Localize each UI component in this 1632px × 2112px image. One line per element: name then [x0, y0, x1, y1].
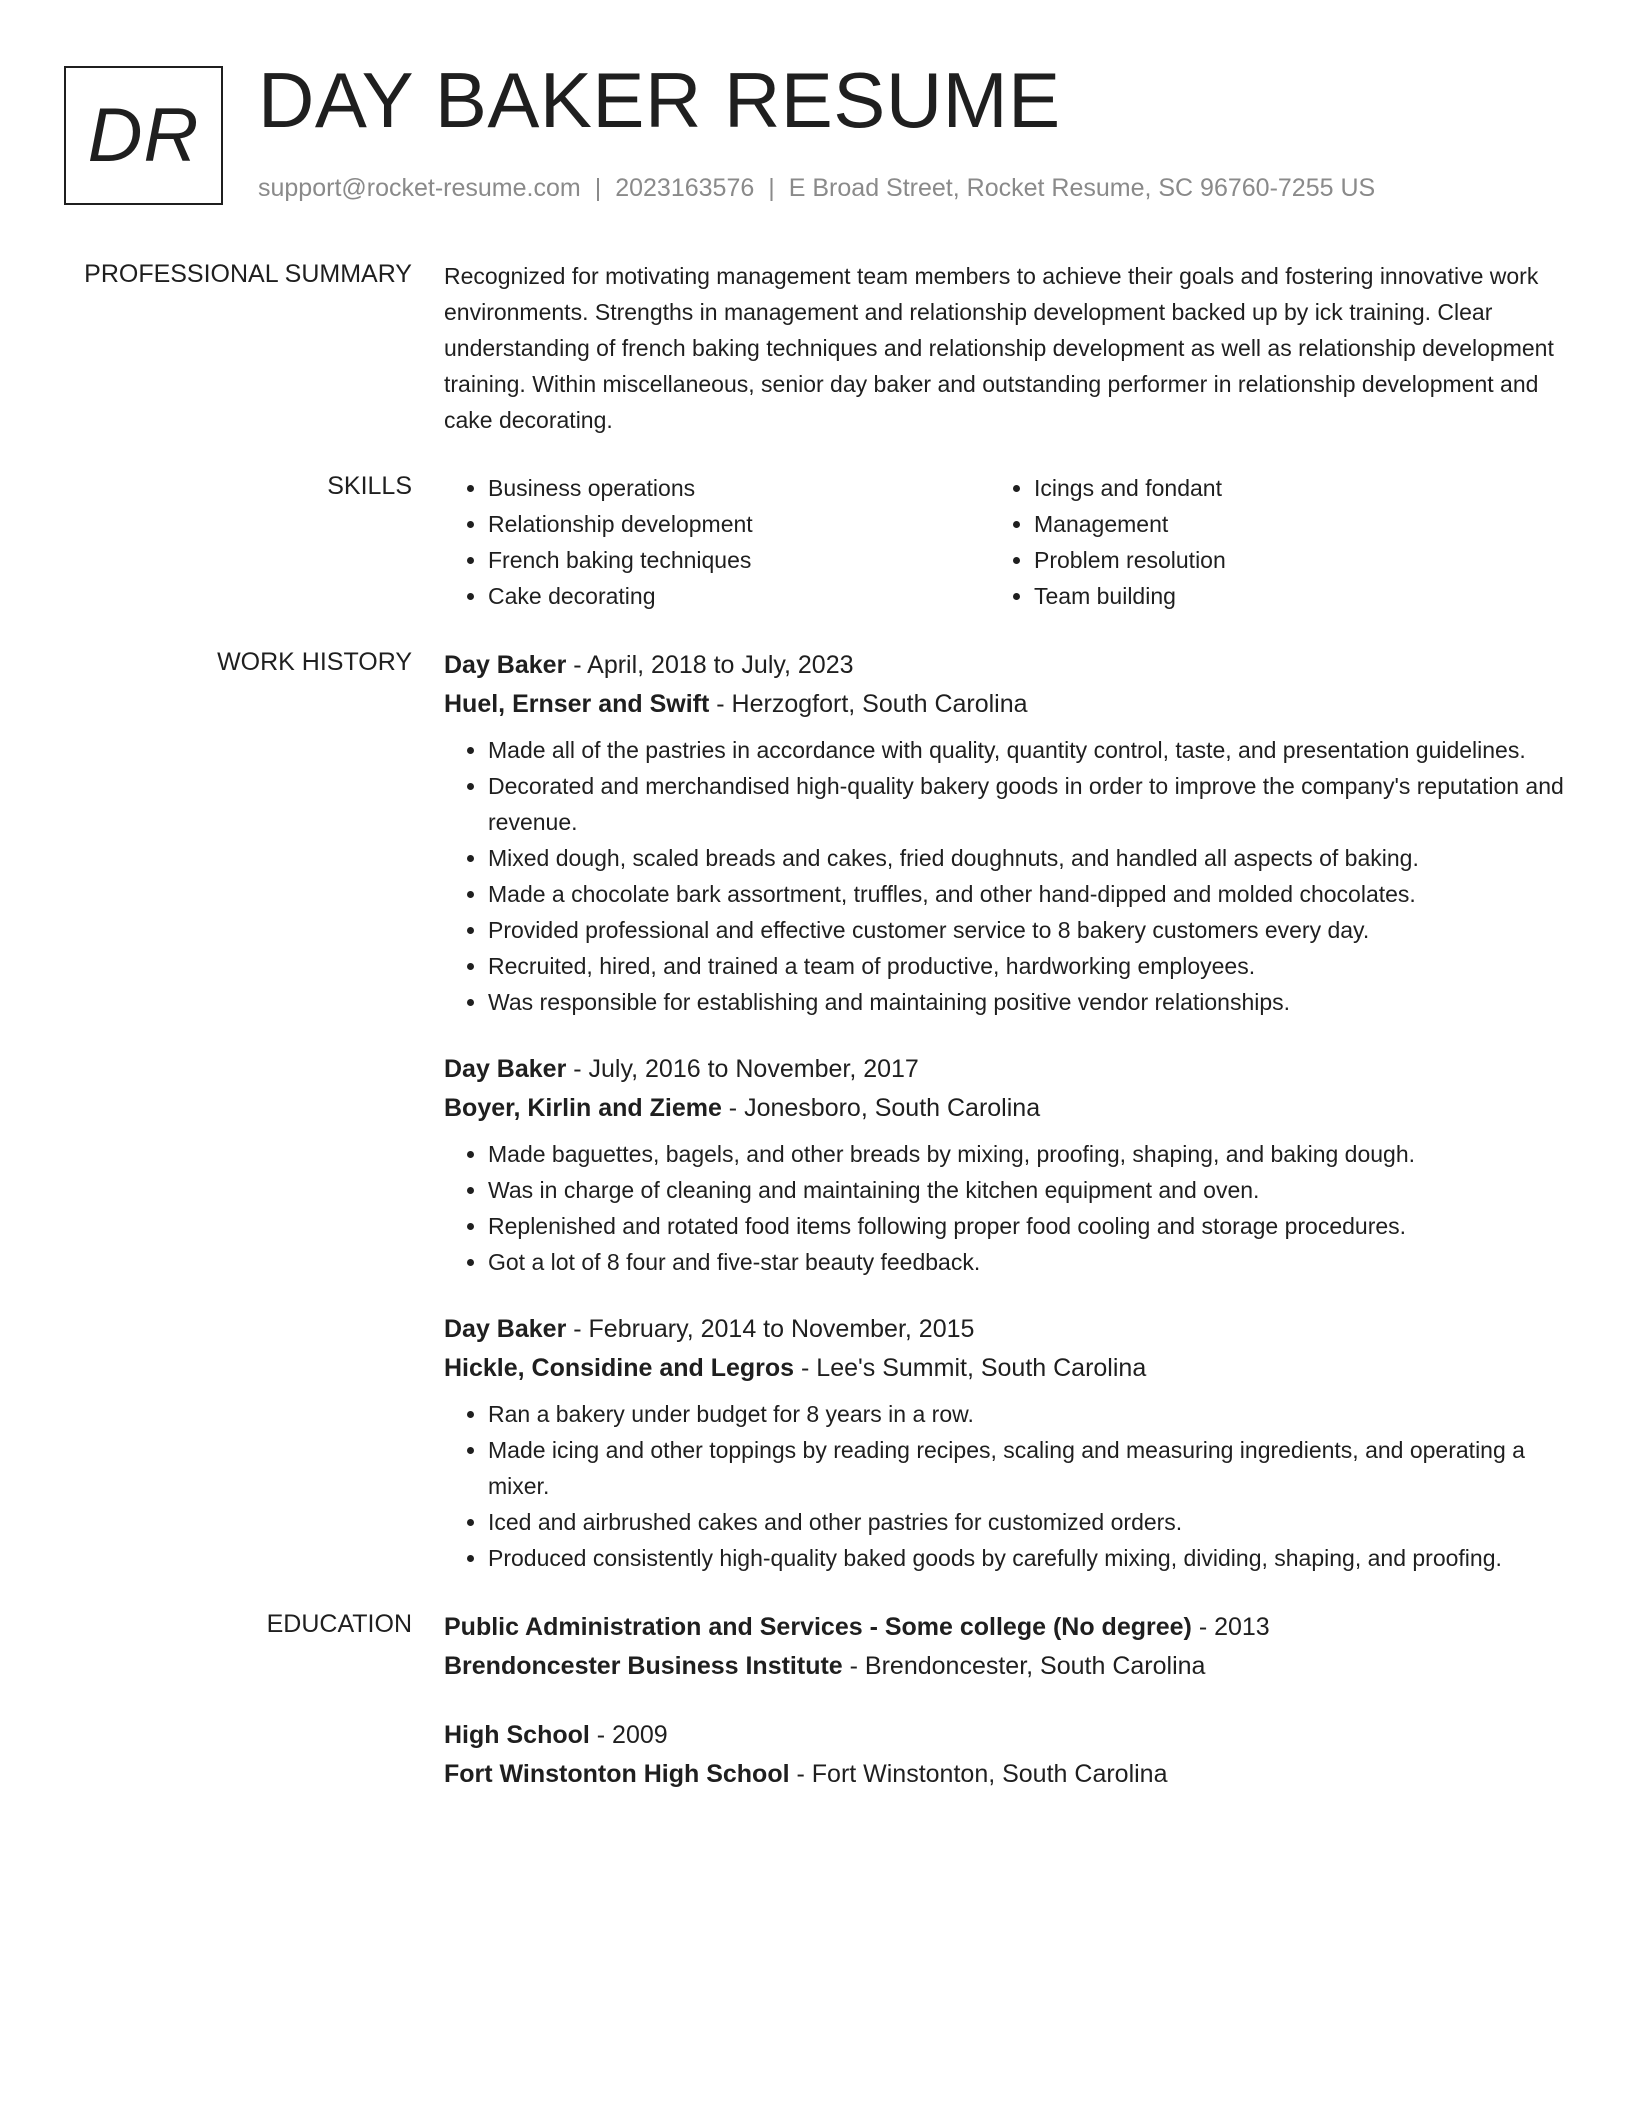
- job-bullet: • Was in charge of cleaning and maintaining the kitchen equipment and oven.: [488, 1172, 1564, 1208]
- job-location: - Lee's Summit, South Carolina: [794, 1354, 1147, 1382]
- edu-degree: Public Administration and Services - Some college (No degree): [444, 1613, 1192, 1641]
- job-bullet: • Made icing and other toppings by reading recipes, scaling and measuring ingredients, and operating a mixer.: [488, 1432, 1564, 1504]
- edu-location: - Brendoncester, South Carolina: [842, 1652, 1206, 1680]
- section-label-education: EDUCATION: [266, 1610, 412, 1638]
- edu-year: - 2013: [1191, 1613, 1270, 1641]
- job-bullets: [444, 732, 1564, 1020]
- education-section: [0, 1608, 1632, 1794]
- summary-text: Recognized for motivating management team members to achieve their goals and fostering innovative work environments. Strengths in management and relationship development backed up by ick training. Clear understanding of french baking techniques and relationship development as well as relationship development training. Within miscellaneous, senior day baker and outstanding performer in relationship development and cake decorating.: [444, 263, 1554, 433]
- job-company: Boyer, Kirlin and Zieme: [444, 1094, 722, 1122]
- job-bullet: • Was responsible for establishing and maintaining positive vendor relationships.: [488, 984, 1564, 1020]
- job-title: Day Baker: [444, 1055, 567, 1083]
- monogram-box: [64, 66, 223, 205]
- phone: 2023163576: [615, 174, 755, 202]
- skill-item: • French baking techniques: [488, 542, 990, 578]
- job-bullet: • Produced consistently high-quality baked goods by carefully mixing, dividing, shaping, and proofing.: [488, 1540, 1564, 1576]
- education-entry: [444, 1608, 1564, 1686]
- job-bullets: [444, 1136, 1564, 1280]
- job-bullet: • Mixed dough, scaled breads and cakes, fried doughnuts, and handled all aspects of baking.: [488, 840, 1564, 876]
- edu-school: Brendoncester Business Institute: [444, 1652, 843, 1680]
- job-entry: [444, 646, 1564, 1020]
- email: support@rocket-resume.com: [258, 174, 581, 202]
- job-bullet: • Made baguettes, bagels, and other breads by mixing, proofing, shaping, and baking dough.: [488, 1136, 1564, 1172]
- skills-list-right: [990, 470, 1536, 614]
- job-bullets: [444, 1396, 1564, 1576]
- section-label-work: WORK HISTORY: [217, 648, 412, 676]
- separator: |: [768, 174, 775, 202]
- job-dates: - July, 2016 to November, 2017: [566, 1055, 919, 1083]
- contact-line: [258, 174, 1375, 203]
- job-dates: - April, 2018 to July, 2023: [566, 651, 854, 679]
- job-location: - Jonesboro, South Carolina: [721, 1094, 1041, 1122]
- skill-item: • Team building: [1034, 578, 1536, 614]
- skill-item: • Icings and fondant: [1034, 470, 1536, 506]
- work-section: [0, 646, 1632, 1576]
- separator: |: [594, 174, 602, 202]
- resume-sections: [0, 258, 1632, 1826]
- job-location: - Herzogfort, South Carolina: [709, 690, 1028, 718]
- initials: DR: [87, 93, 200, 178]
- section-label-skills: SKILLS: [327, 472, 412, 500]
- edu-school: Fort Winstonton High School: [444, 1760, 790, 1788]
- job-title: Day Baker: [444, 1315, 567, 1343]
- job-bullet: • Ran a bakery under budget for 8 years in a row.: [488, 1396, 1564, 1432]
- education-entry: [444, 1716, 1564, 1794]
- job-bullet: • Replenished and rotated food items following proper food cooling and storage procedures.: [488, 1208, 1564, 1244]
- skill-item: • Relationship development: [488, 506, 990, 542]
- job-company: Huel, Ernser and Swift: [444, 690, 710, 718]
- job-bullet: • Made all of the pastries in accordance with quality, quantity control, taste, and presentation guidelines.: [488, 732, 1564, 768]
- skill-item: • Business operations: [488, 470, 990, 506]
- summary-section: [0, 258, 1632, 438]
- skill-item: • Management: [1034, 506, 1536, 542]
- edu-degree: High School: [444, 1721, 590, 1749]
- job-title: Day Baker: [444, 651, 567, 679]
- skill-item: • Cake decorating: [488, 578, 990, 614]
- skill-item: • Problem resolution: [1034, 542, 1536, 578]
- edu-location: - Fort Winstonton, South Carolina: [789, 1760, 1168, 1788]
- job-entry: [444, 1310, 1564, 1576]
- job-bullet: • Decorated and merchandised high-quality bakery goods in order to improve the company's reputation and revenue.: [488, 768, 1564, 840]
- section-label-summary: PROFESSIONAL SUMMARY: [84, 260, 412, 288]
- skills-list-left: [444, 470, 990, 614]
- resume-title: DAY BAKER RESUME: [258, 56, 1061, 144]
- skills-section: [0, 470, 1632, 614]
- edu-year: - 2009: [589, 1721, 668, 1749]
- job-bullet: • Got a lot of 8 four and five-star beauty feedback.: [488, 1244, 1564, 1280]
- job-bullet: • Recruited, hired, and trained a team of productive, hardworking employees.: [488, 948, 1564, 984]
- job-bullet: • Provided professional and effective customer service to 8 bakery customers every day.: [488, 912, 1564, 948]
- job-bullet: • Iced and airbrushed cakes and other pastries for customized orders.: [488, 1504, 1564, 1540]
- job-bullet: • Made a chocolate bark assortment, truffles, and other hand-dipped and molded chocolates.: [488, 876, 1564, 912]
- job-dates: - February, 2014 to November, 2015: [566, 1315, 975, 1343]
- job-company: Hickle, Considine and Legros: [444, 1354, 795, 1382]
- address: E Broad Street, Rocket Resume, SC 96760-7255 US: [788, 174, 1376, 202]
- job-entry: [444, 1050, 1564, 1280]
